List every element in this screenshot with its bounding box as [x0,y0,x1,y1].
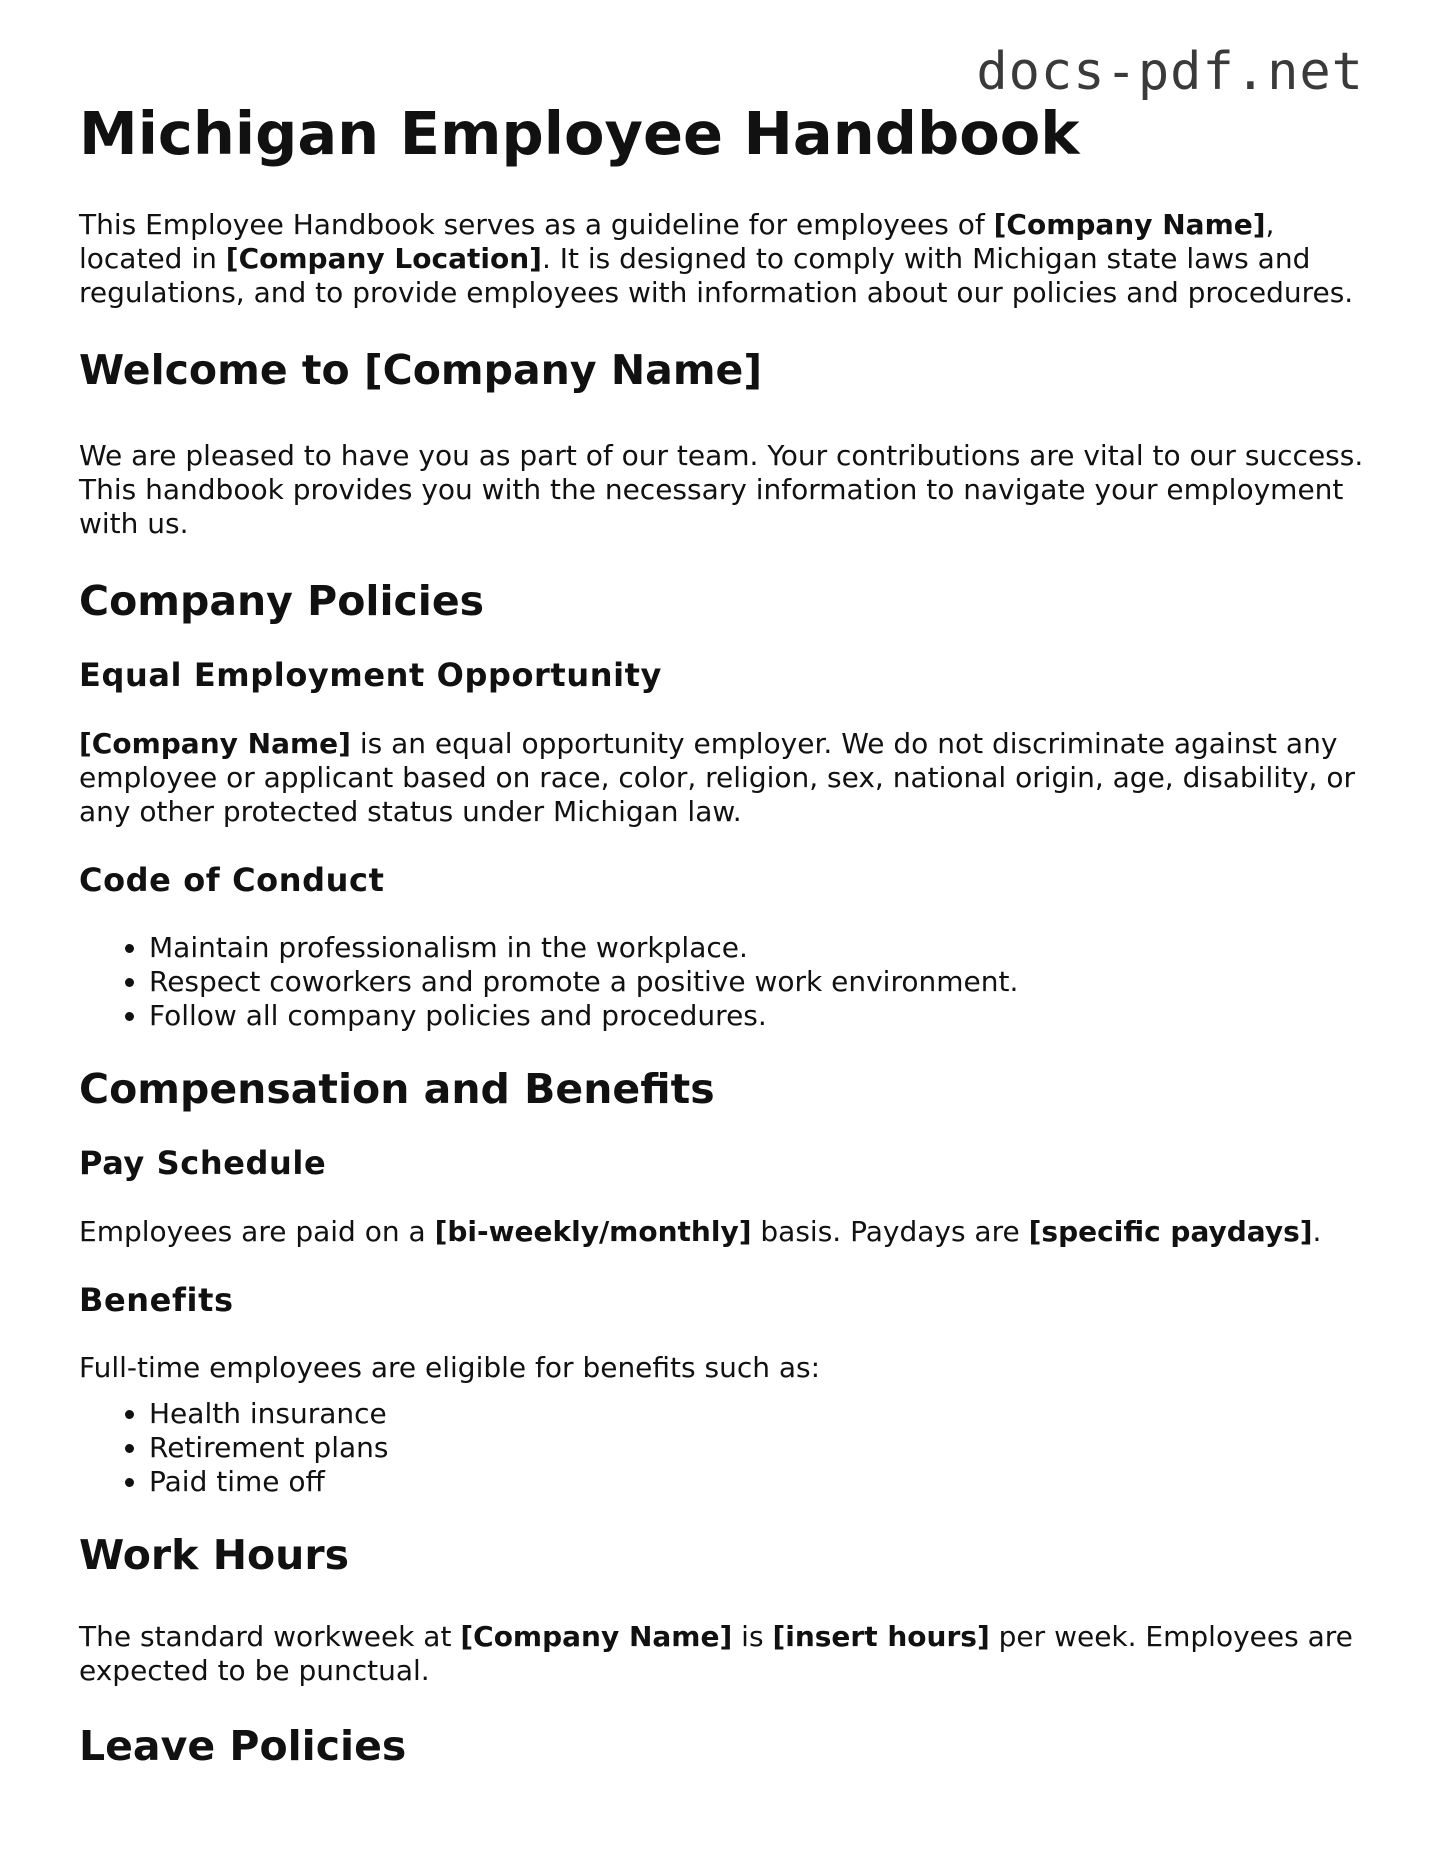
list-item: • Retirement plans [149,1431,1369,1465]
pay-schedule-paragraph [79,1215,1369,1249]
pay-schedule-heading: Pay Schedule [79,1144,327,1183]
list-item: • Respect coworkers and promote a positive work environment. [149,965,1369,999]
pay-text-1: Employees are paid on a [79,1214,435,1248]
work-hours-paragraph [79,1620,1369,1688]
list-item: • Maintain professionalism in the workplace. [149,931,1369,965]
intro-text-3: . It is designed to comply with Michigan state laws and regulations, and to provide employees with information about our policies and procedures. [79,241,1354,309]
document-page [79,100,1369,1771]
benefits-paragraph: Full-time employees are eligible for benefits such as: [79,1350,821,1384]
pay-frequency: [bi-weekly/monthly] [434,1214,752,1248]
list-item: • Follow all company policies and procedures. [149,999,1369,1033]
hours-text-1: The standard workweek at [79,1620,461,1654]
intro-text-2: , located in [79,207,1275,275]
list-item: • Health insurance [149,1397,1369,1431]
watermark: docs-pdf.net [976,42,1364,102]
benefits-list [79,1397,1369,1499]
compensation-heading: Compensation and Benefits [79,1065,715,1113]
hours-value: [insert hours] [772,1620,990,1654]
company-policies-heading: Company Policies [79,577,485,626]
document-title: Michigan Employee Handbook [79,99,1080,168]
eeo-company-name: [Company Name] [79,726,351,760]
intro-paragraph [79,208,1369,310]
code-of-conduct-heading: Code of Conduct [79,860,385,899]
intro-company-name: [Company Name] [993,207,1266,241]
eeo-text: is an equal opportunity employer. We do not discriminate against any employee or applicant based on race, color, religion, sex, national origin, age, disability, or any other protected status under Michigan law. [79,726,1355,828]
code-of-conduct-list [79,931,1369,1033]
pay-text-2: basis. Paydays are [751,1214,1029,1248]
intro-text-1: This Employee Handbook serves as a guideline for employees of [79,207,994,241]
hours-company-name: [Company Name] [460,1620,733,1654]
hours-text-3: per week. Employees are expected to be punctual. [79,1620,1353,1688]
pay-text-3: . [1312,1214,1322,1248]
work-hours-heading: Work Hours [79,1530,349,1579]
welcome-paragraph: We are pleased to have you as part of our team. Your contributions are vital to our success. This handbook provides you with the necessary information to navigate your employment with us. [79,439,1364,541]
paydays: [specific paydays] [1028,1214,1313,1248]
hours-text-2: is [732,1620,773,1654]
welcome-heading: Welcome to [Company Name] [79,345,763,394]
leave-policies-heading: Leave Policies [79,1722,407,1771]
intro-company-location: [Company Location] [225,241,542,275]
eeo-paragraph [79,727,1369,829]
eeo-heading: Equal Employment Opportunity [79,656,663,695]
benefits-heading: Benefits [79,1280,234,1319]
list-item: • Paid time off [149,1465,1369,1499]
